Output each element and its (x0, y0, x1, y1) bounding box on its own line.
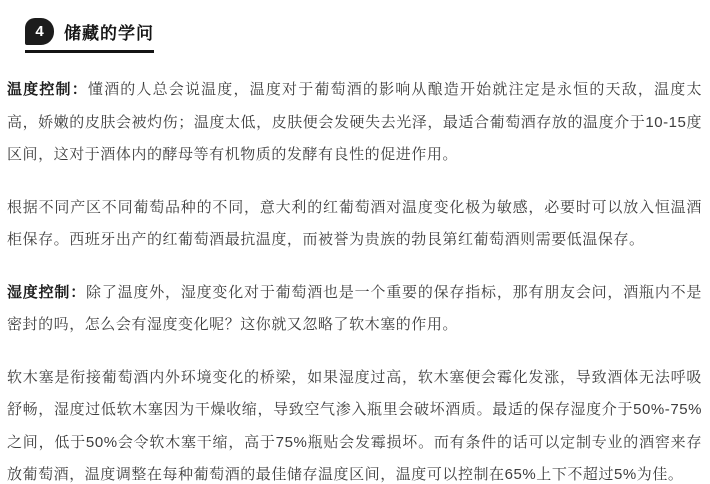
paragraph-text: 懂酒的人总会说温度，温度对于葡萄酒的影响从酿造开始就注定是永恒的天敌，温度太高，娇嫩的皮肤会被灼伤；温度太低，皮肤便会发硬失去光泽，最适合葡萄酒存放的温度介于10-15度区间，这对于酒体内的酵母等有机物质的发酵有良性的促进作用。 (7, 81, 702, 163)
paragraph-lead: 湿度控制： (7, 283, 87, 301)
section-title: 储藏的学问 (64, 24, 154, 43)
paragraph-cork-function (7, 362, 702, 484)
paragraph-humidity-control (7, 277, 702, 342)
paragraph-text: 软木塞是衔接葡萄酒内外环境变化的桥梁，如果湿度过高，软木塞便会霉化发涨，导致酒体无法呼吸舒畅，湿度过低软木塞因为干燥收缩，导致空气渗入瓶里会破坏酒质。最适的保存湿度介于50%-75%之间，低于50%会令软木塞干缩，高于75%瓶贴会发霉损坏。而有条件的话可以定制专业的酒窖来存放葡萄酒，温度调整在每种葡萄酒的最佳储存温度区间，温度可以控制在65%上下不超过5%为佳。 (7, 368, 702, 483)
article-body (0, 74, 710, 484)
paragraph-lead: 温度控制： (7, 81, 88, 98)
section-number-badge: 4 (25, 18, 54, 45)
section-header (25, 18, 154, 53)
paragraph-text: 根据不同产区不同葡萄品种的不同，意大利的红葡萄酒对温度变化极为敏感，必要时可以放入恒温酒柜保存。西班牙出产的红葡萄酒最抗温度，而被誉为贵族的勃艮第红葡萄酒则需要低温保存。 (7, 198, 702, 248)
paragraph-text: 除了温度外，湿度变化对于葡萄酒也是一个重要的保存指标，那有朋友会问，酒瓶内不是密封的吗，怎么会有湿度变化呢？这你就又忽略了软木塞的作用。 (7, 283, 702, 333)
paragraph-region-differences (7, 192, 702, 257)
paragraph-temperature-control (7, 74, 702, 172)
